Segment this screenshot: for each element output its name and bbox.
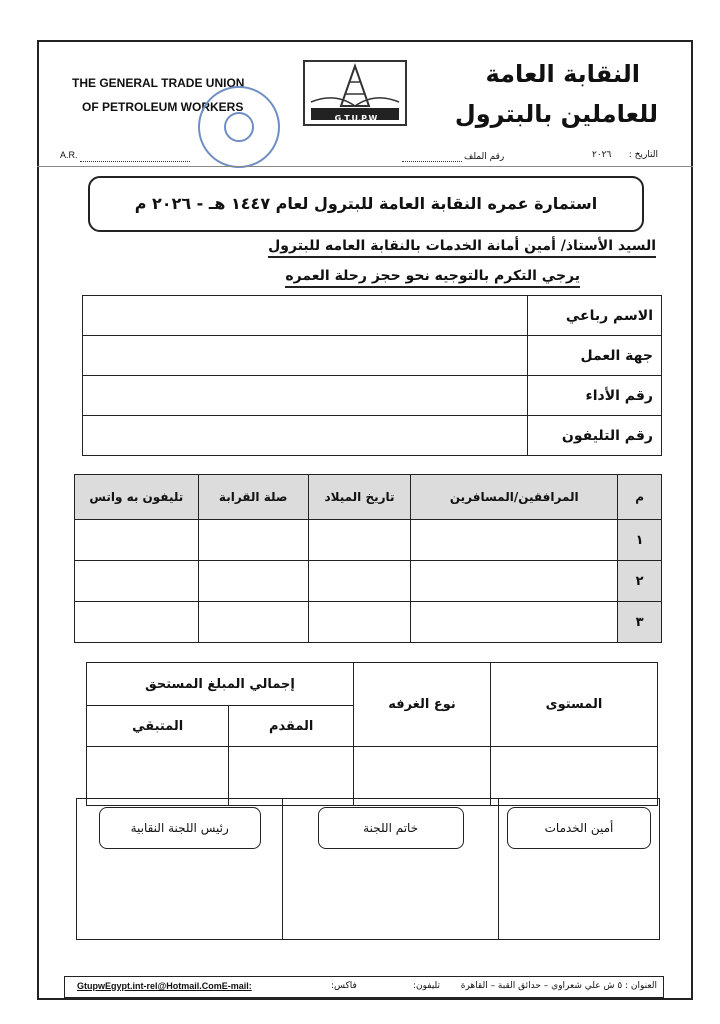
request-line: يرجي التكرم بالتوجيه نحو حجز رحلة العمره	[285, 268, 580, 288]
payment-table	[86, 662, 658, 806]
footer-bar	[64, 976, 664, 998]
payment-values-row	[87, 747, 658, 806]
info-row	[83, 336, 662, 376]
file-number-label: رقم الملف	[464, 152, 505, 162]
union-head-signature-cell[interactable]	[77, 799, 283, 940]
form-title-banner: استمارة عمره النقابة العامة للبترول لعام ١٤٤٧ هـ - ٢٠٢٦ م	[88, 176, 644, 232]
row-number: ٢	[618, 561, 662, 602]
relation-cell[interactable]	[198, 520, 308, 561]
birth-date-cell[interactable]	[308, 602, 410, 643]
file-number-line	[402, 161, 462, 162]
info-row	[83, 376, 662, 416]
date-label: التاريخ :	[628, 150, 658, 160]
row-number: ٣	[618, 602, 662, 643]
stamp-seal-inner	[224, 112, 254, 142]
signatures-row	[77, 799, 660, 940]
date-value: ٢٠٢٦	[592, 150, 612, 160]
footer-phone: تليفون:	[413, 981, 441, 991]
phone-input-cell[interactable]	[83, 416, 528, 456]
employee-number-input-cell[interactable]	[83, 376, 528, 416]
header-arabic-line-2: للعاملين بالبترول	[454, 100, 658, 128]
row-number: ١	[618, 520, 662, 561]
header-english-line-1: THE GENERAL TRADE UNION	[72, 76, 245, 90]
table-row	[75, 561, 662, 602]
name-label: الاسم رباعي	[528, 296, 662, 336]
remaining-header: المتبقي	[87, 706, 229, 747]
workplace-label: جهة العمل	[528, 336, 662, 376]
col-companions: المرافقين/المسافرين	[411, 475, 618, 520]
services-secretary-signature-cell[interactable]	[499, 799, 660, 940]
companion-name-cell[interactable]	[411, 520, 618, 561]
room-type-header: نوع الغرفه	[354, 663, 491, 747]
committee-seal-label: خاتم اللجنة	[318, 807, 464, 849]
committee-seal-cell[interactable]	[283, 799, 499, 940]
header-arabic-line-1: النقابة العامة	[485, 60, 640, 88]
col-relation: صلة القرابة	[198, 475, 308, 520]
workplace-input-cell[interactable]	[83, 336, 528, 376]
total-amount-header: إجمالي المبلغ المستحق	[87, 663, 354, 706]
col-number: م	[618, 475, 662, 520]
header-english-line-2: OF PETROLEUM WORKERS	[82, 100, 244, 114]
level-header: المستوى	[491, 663, 658, 747]
header-divider	[37, 166, 693, 167]
col-whatsapp-phone: تليفون به واتس	[75, 475, 199, 520]
footer-fax: فاكس:	[331, 981, 357, 991]
ar-ref-label: A.R.	[60, 150, 78, 160]
advance-cell[interactable]	[229, 747, 354, 806]
services-secretary-label: أمين الخدمات	[507, 807, 651, 849]
companion-name-cell[interactable]	[411, 602, 618, 643]
companion-name-cell[interactable]	[411, 561, 618, 602]
signatures-table	[76, 798, 660, 940]
whatsapp-cell[interactable]	[75, 602, 199, 643]
whatsapp-cell[interactable]	[75, 561, 199, 602]
relation-cell[interactable]	[198, 561, 308, 602]
remaining-cell[interactable]	[87, 747, 229, 806]
personal-info-table	[82, 295, 662, 456]
info-row	[83, 296, 662, 336]
ar-ref-line	[80, 161, 190, 162]
advance-header: المقدم	[229, 706, 354, 747]
footer-address: العنوان : ٥ ش علي شعراوي – حدائق القبة – القاهرة	[460, 981, 657, 991]
relation-cell[interactable]	[198, 602, 308, 643]
whatsapp-cell[interactable]	[75, 520, 199, 561]
birth-date-cell[interactable]	[308, 561, 410, 602]
level-cell[interactable]	[491, 747, 658, 806]
birth-date-cell[interactable]	[308, 520, 410, 561]
table-row	[75, 602, 662, 643]
phone-label: رقم التليفون	[528, 416, 662, 456]
logo-text: G.T.U.P.W	[334, 114, 378, 123]
col-birth-date: تاريخ الميلاد	[308, 475, 410, 520]
companions-table	[74, 474, 662, 643]
name-input-cell[interactable]	[83, 296, 528, 336]
footer-email: GtupwEgypt.int-rel@Hotmail.ComE-mail:	[77, 981, 252, 991]
union-head-signature-label: رئيس اللجنة النقابية	[99, 807, 261, 849]
info-row	[83, 416, 662, 456]
room-type-cell[interactable]	[354, 747, 491, 806]
table-row	[75, 520, 662, 561]
employee-number-label: رقم الأداء	[528, 376, 662, 416]
payment-header-row	[87, 663, 658, 706]
addressee-line: السيد الأستاذ/ أمين أمانة الخدمات بالنقابة العامه للبترول	[268, 238, 656, 258]
companions-header-row	[75, 475, 662, 520]
